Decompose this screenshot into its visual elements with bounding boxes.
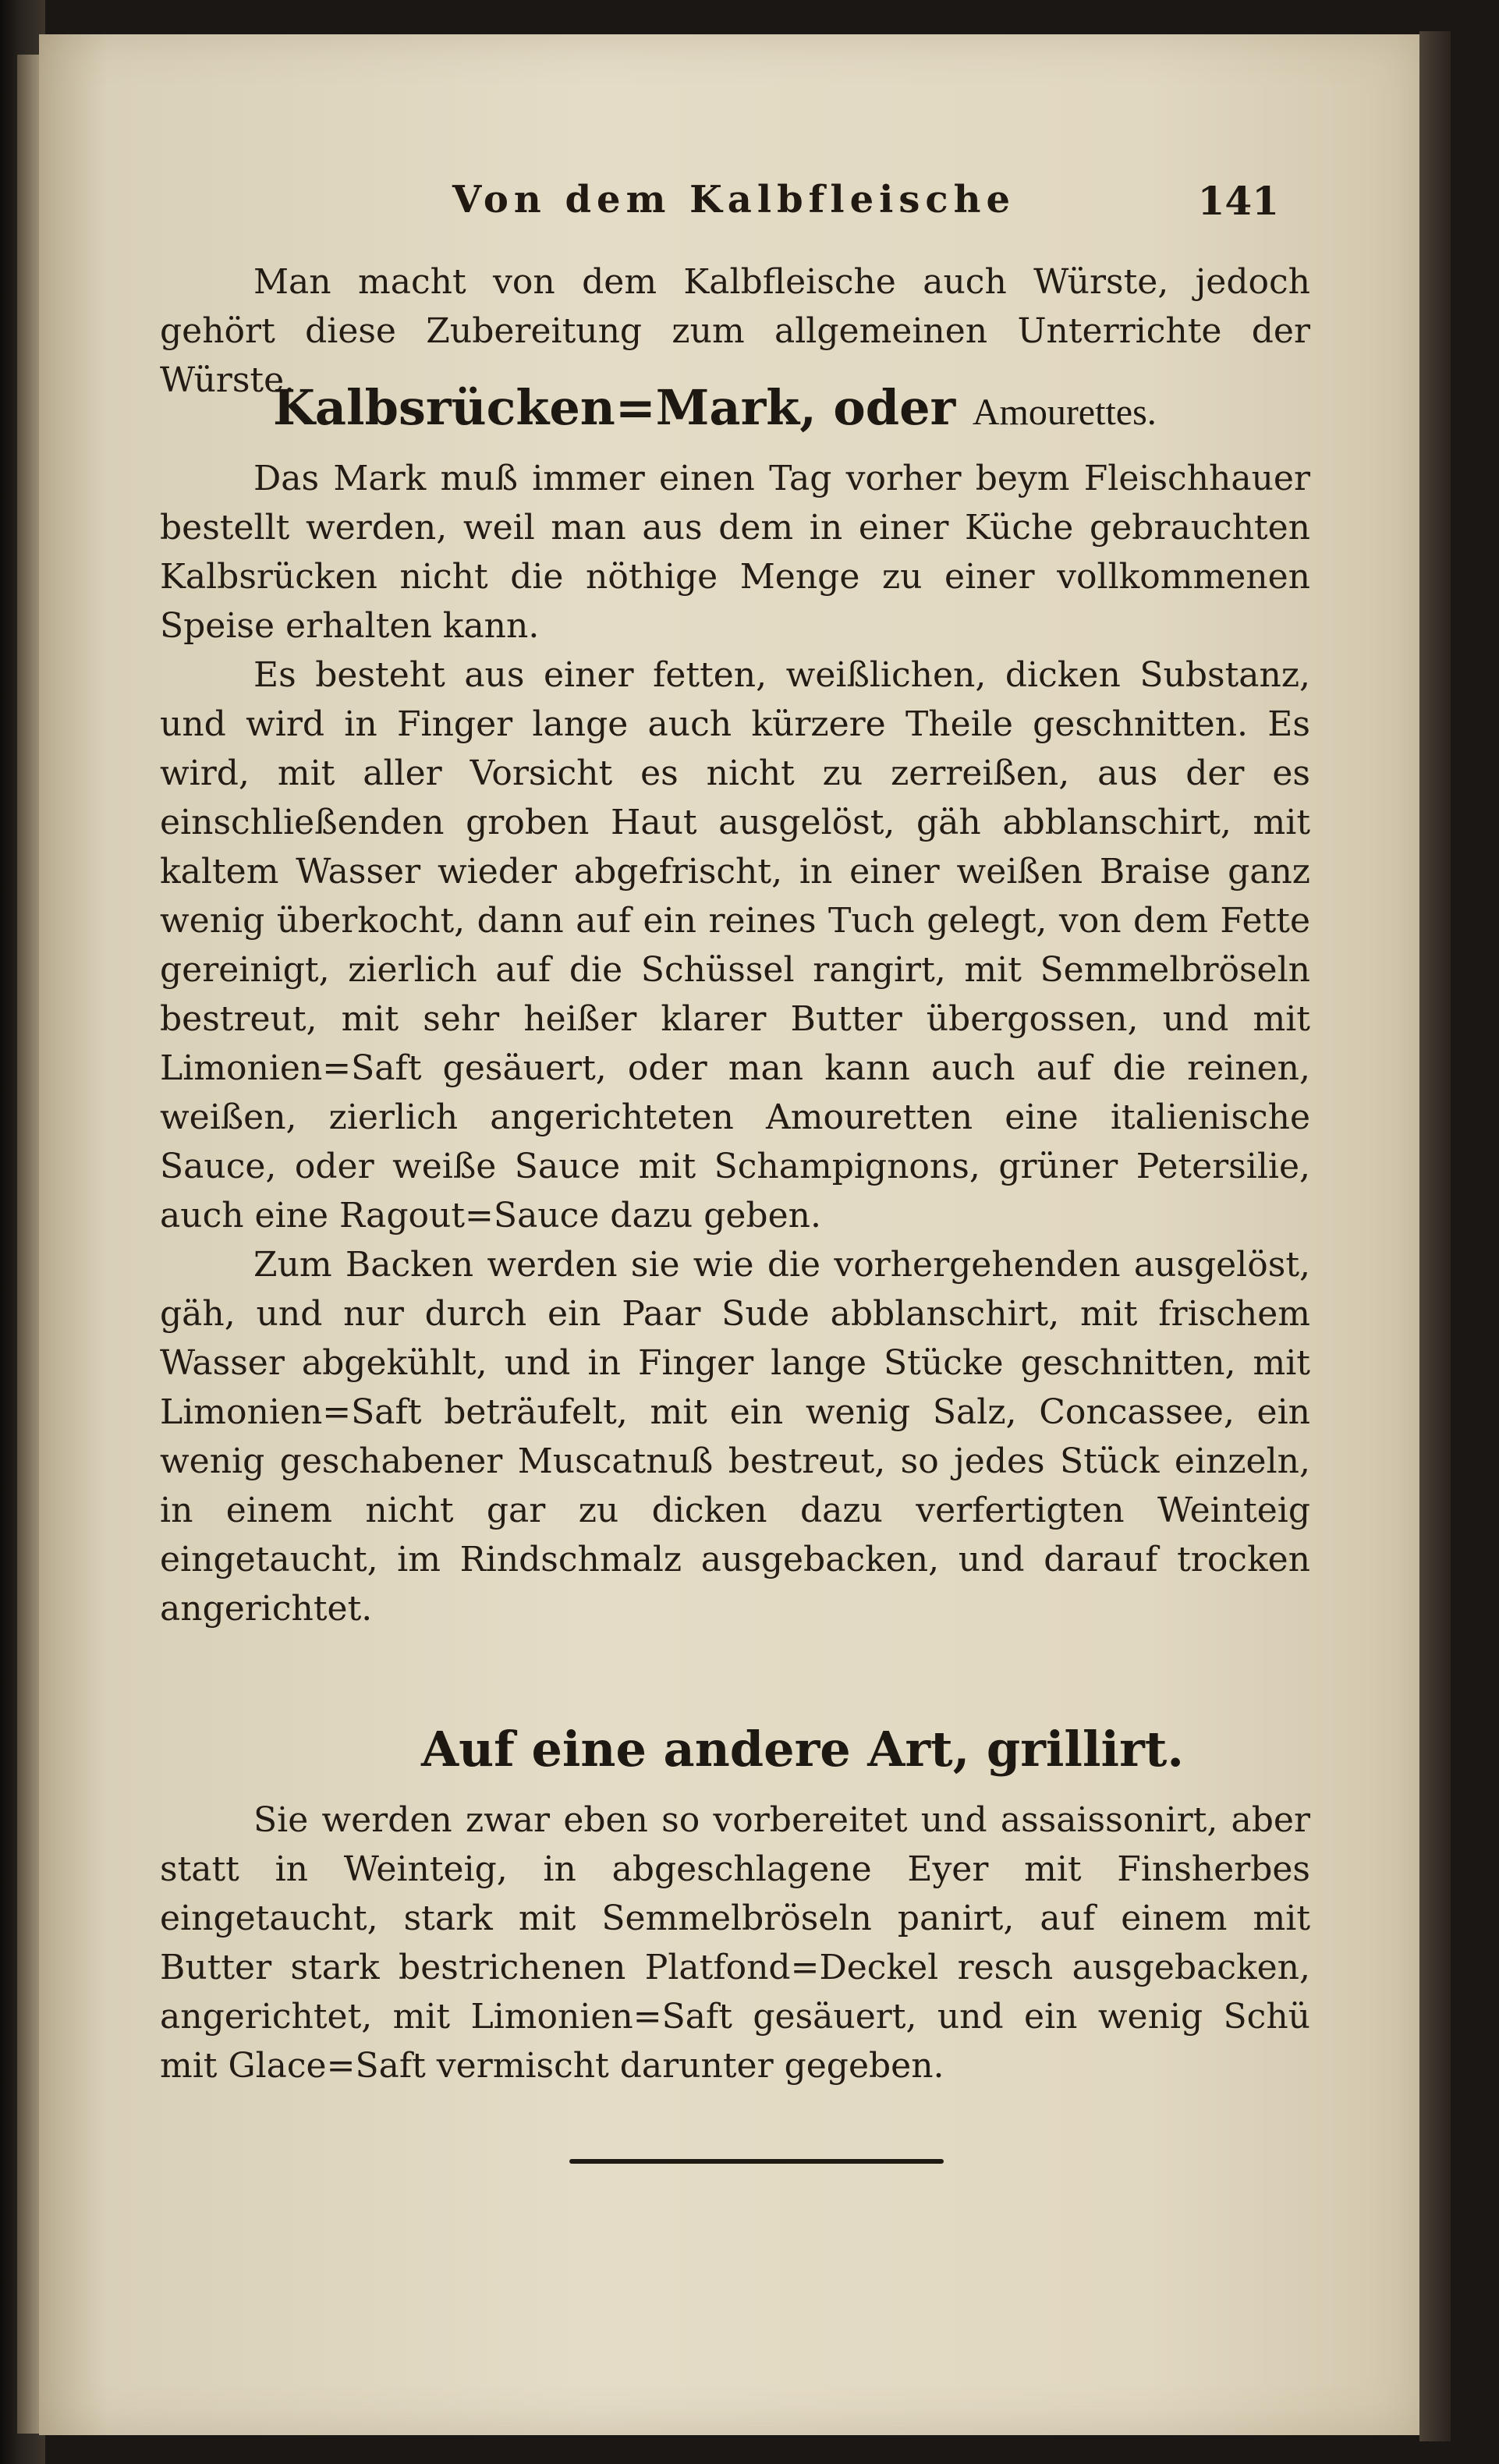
page-number: 141 [1197, 178, 1279, 224]
section-end-rule [569, 2159, 944, 2164]
paragraph-mark-baking: Zum Backen werden sie wie die vorhergehenden ausgelöst, gäh, und nur durch ein Paar Sude abblanschirt, mit frischem Wasser abgekühlt, und in Finger lange Stücke geschnitten, mit Limonien=Saft beträufelt, mit ein wenig Salz, Concassee, ein wenig geschabener Muscatnuß bestreut, so jedes Stück einzeln, in einem nicht gar zu dicken dazu verfertigten Weinteig eingetaucht, im Rindschmalz ausgebacken, und darauf trocken angerichtet. [160, 1245, 1310, 1629]
paragraph-mark-order: Das Mark muß immer einen Tag vorher beym Fleischhauer bestellt werden, weil man aus dem in einer Küche gebrauchten Kalbsrücken nicht die nöthige Menge zu einer vollkommenen Speise erhalten kann. [160, 459, 1310, 646]
section-heading-grillirt [421, 1721, 1184, 1778]
heading-text: Kalbsrücken=Mark, oder [273, 379, 956, 436]
heading-text: Auf eine andere Art, grillirt. [421, 1721, 1184, 1778]
paragraph-mark-preparation: Es besteht aus einer fetten, weißlichen, dicken Substanz, und wird in Finger lange auch kürzere Theile geschnitten. Es wird, mit aller Vorsicht es nicht zu zerreißen, aus der es einschließenden groben Haut ausgelöst, gäh abblanschirt, mit kaltem Wasser wieder abgefrischt, in einer weißen Braise ganz wenig überkocht, dann auf ein reines Tuch gelegt, von dem Fette gereinigt, zierlich auf die Schüssel rangirt, mit Semmelbröseln bestreut, mit sehr heißer klarer Butter übergossen, und mit Limonien=Saft gesäuert, oder man kann auch auf die reinen, weißen, zierlich angerichteten Amouretten eine italienische Sauce, oder weiße Sauce mit Schampignons, grüner Petersilie, auch eine Ragout=Sauce dazu geben. [160, 655, 1310, 1236]
section2-body [160, 1796, 1310, 2090]
intro-paragraph: Man macht von dem Kalbfleische auch Würste, jedoch gehört diese Zubereitung zum allgemeinen Unterrichte der Würste. [160, 262, 1310, 400]
section-heading-amourettes [273, 379, 1157, 436]
running-head: Von dem Kalbfleische [452, 178, 1016, 222]
page-header [452, 178, 1279, 232]
page-stack-edge [1419, 31, 1451, 2441]
paragraph-grillirt: Sie werden zwar eben so vorbereitet und assaissonirt, aber statt in Weinteig, in abgeschlagene Eyer mit Finsherbes eingetaucht, stark mit Semmelbröseln panirt, auf einem mit Butter stark bestrichenen Platfond=Deckel resch ausgebacken, angerichtet, mit Limonien=Saft gesäuert, und ein wenig Schü mit Glace=Saft vermischt darunter gegeben. [160, 1800, 1310, 2086]
heading-latin-text: Amourettes. [972, 392, 1157, 433]
section1-body [160, 454, 1310, 1633]
